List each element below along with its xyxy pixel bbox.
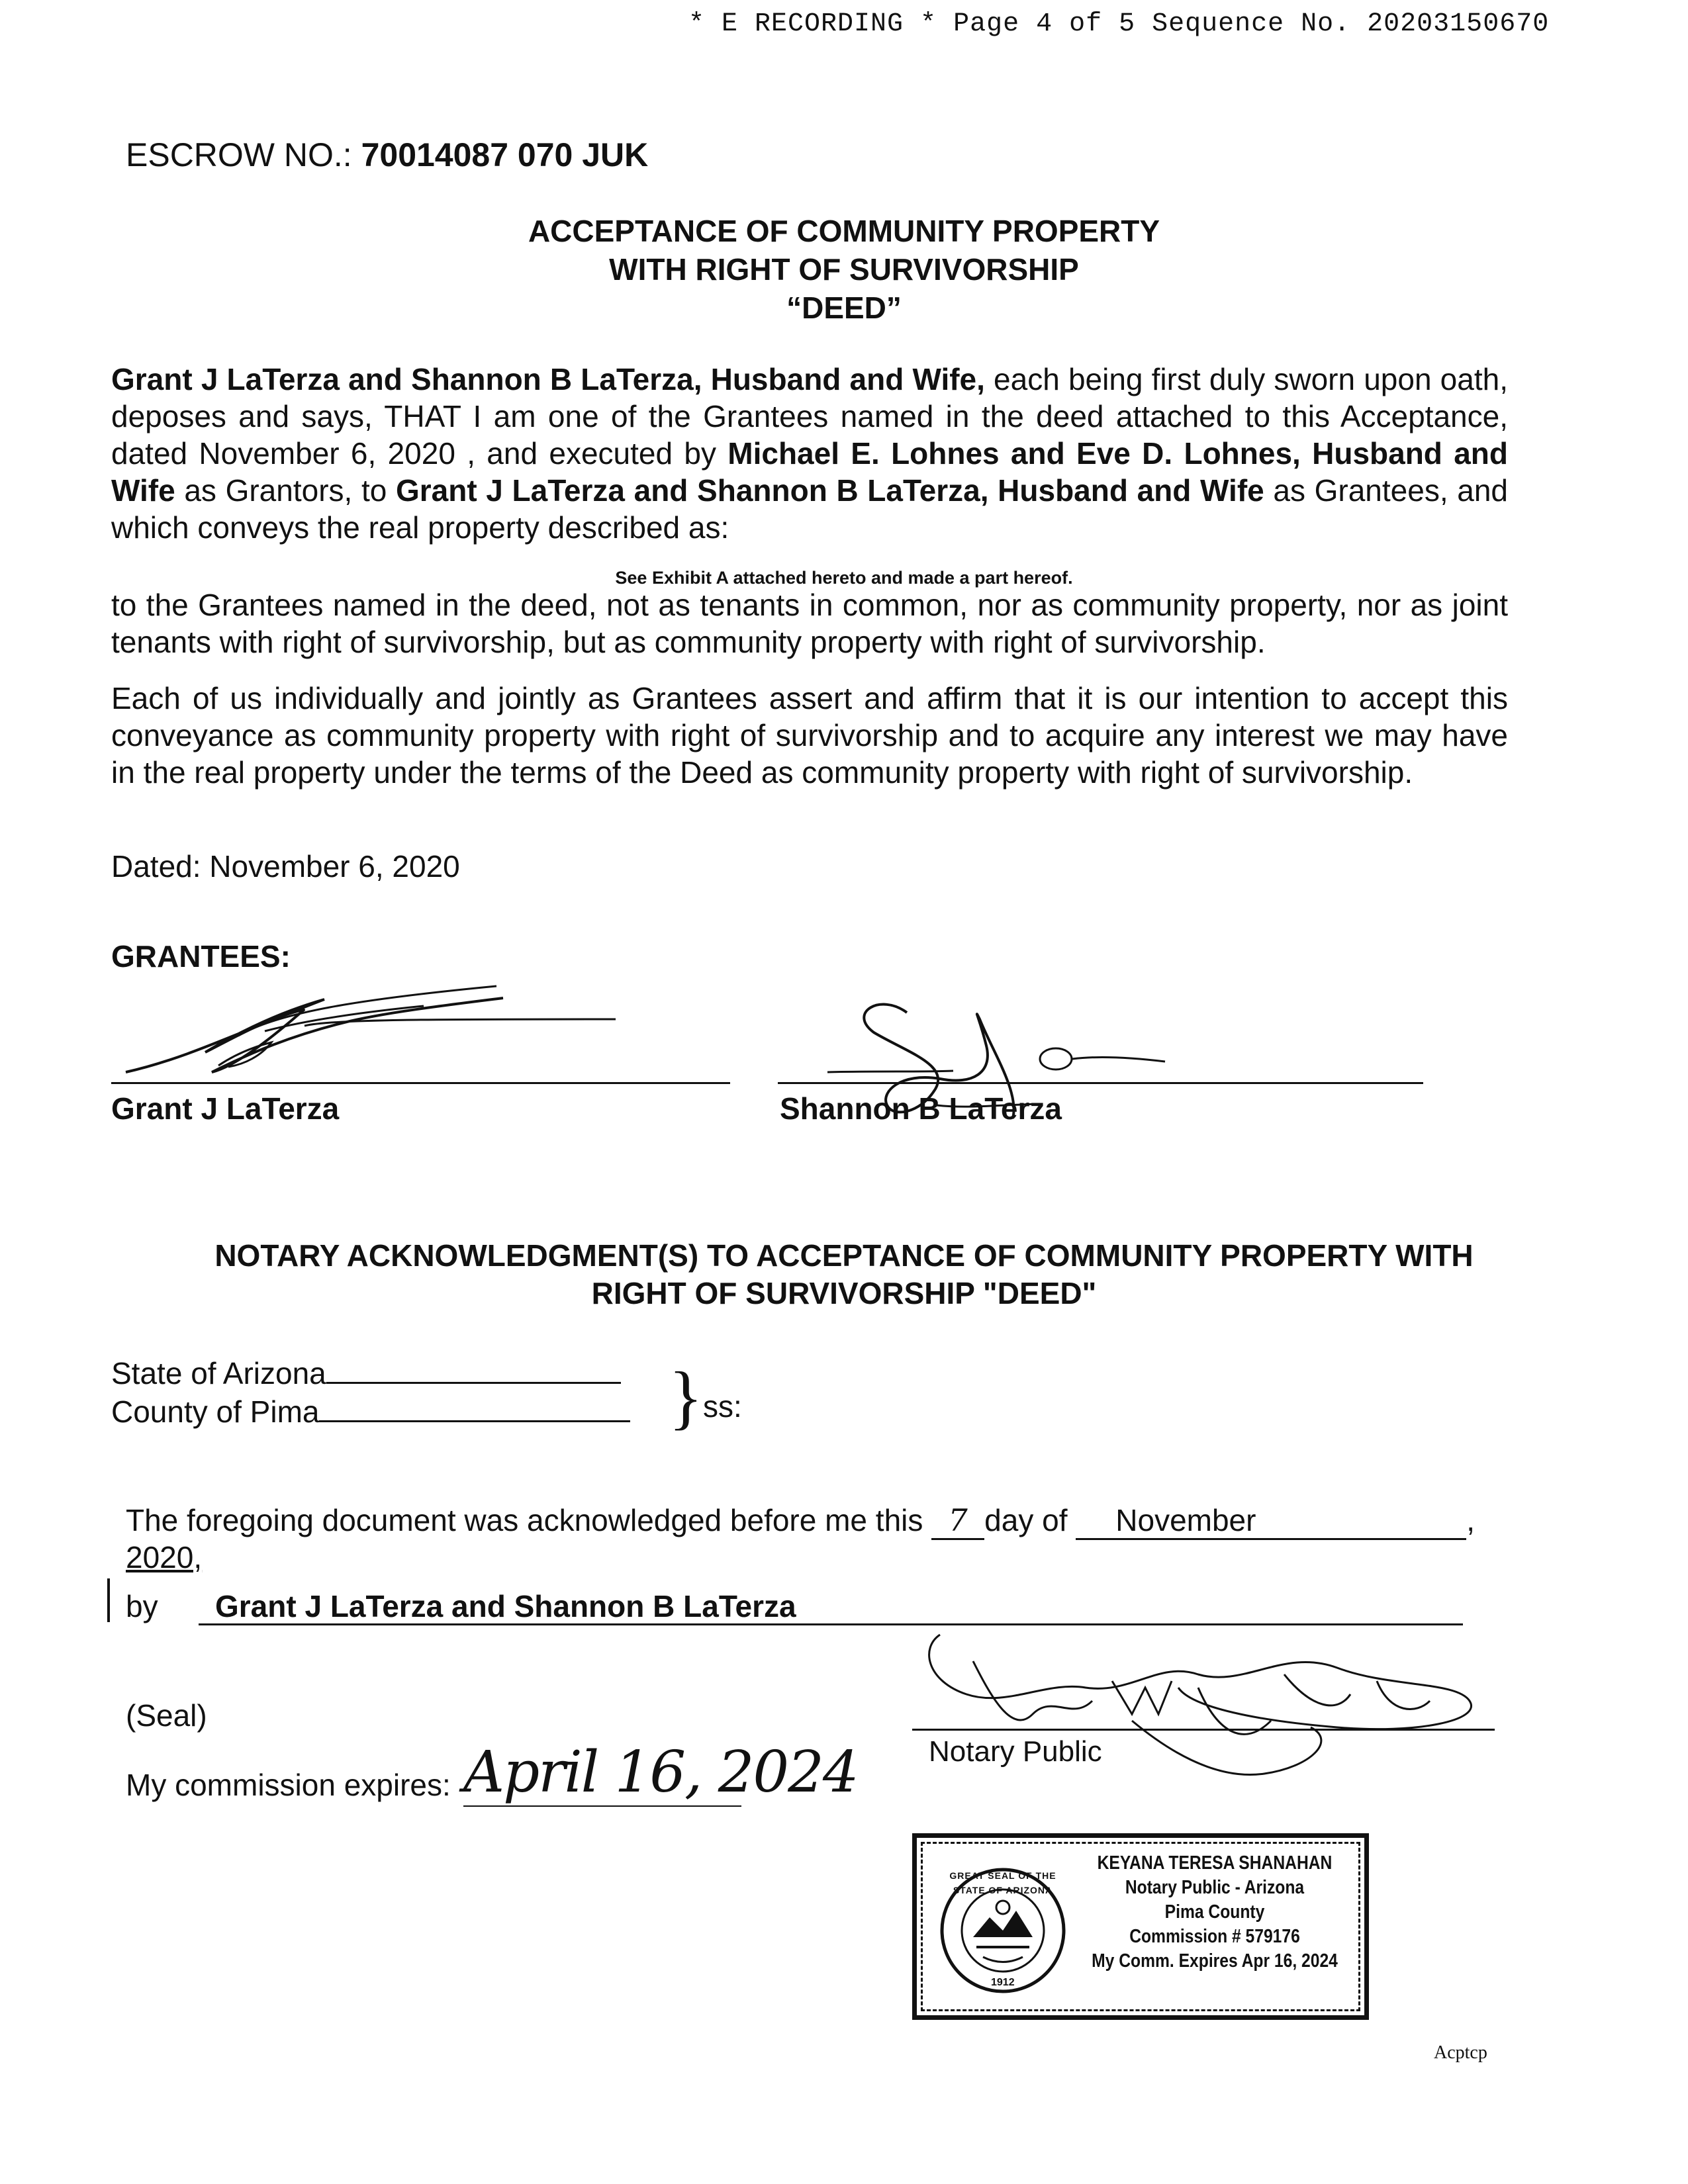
state-line bbox=[111, 1355, 621, 1391]
county-blank bbox=[319, 1420, 630, 1422]
ack-day-of: day of bbox=[984, 1503, 1068, 1537]
ack-month: November bbox=[1076, 1502, 1466, 1540]
acceptance-paragraph bbox=[111, 361, 1508, 546]
escrow-label: ESCROW NO.: bbox=[126, 136, 361, 173]
paragraph-text-a: each being first duly sworn upon oath, deposes and says, THAT I am one of the Grantees named in the deed attached to this Acceptance, dated November 6, 2020 , and executed by bbox=[111, 362, 1508, 471]
ack-text: The foregoing document was acknowledged before me this bbox=[126, 1503, 923, 1537]
document-title-line-1: ACCEPTANCE OF COMMUNITY PROPERTY bbox=[528, 214, 1160, 248]
stamp-line-2: Notary Public - Arizona bbox=[1125, 1877, 1305, 1898]
grantors-names-bold: Michael E. Lohnes and Eve D. Lohnes, Husband and Wife bbox=[111, 436, 1508, 508]
grantees-heading: GRANTEES: bbox=[111, 939, 291, 974]
grant-signature-line bbox=[111, 1082, 730, 1084]
escrow-value: 70014087 070 JUK bbox=[361, 136, 649, 173]
seal-ring-text: GREAT SEAL OF THE STATE OF ARIZONA bbox=[949, 1870, 1056, 1895]
dated-line: Dated: November 6, 2020 bbox=[111, 849, 460, 884]
brace-icon: } bbox=[669, 1358, 703, 1437]
grant-signature-icon bbox=[106, 973, 635, 1085]
shannon-signature-icon bbox=[821, 993, 1178, 1125]
commission-underline bbox=[463, 1805, 741, 1807]
notary-public-label: Notary Public bbox=[929, 1735, 1102, 1768]
ack-year: 2020, bbox=[126, 1540, 203, 1574]
shannon-signer-name: Shannon B LaTerza bbox=[780, 1091, 1062, 1126]
notary-signature-line bbox=[912, 1729, 1495, 1731]
county-line bbox=[111, 1394, 630, 1430]
paragraph-text-b: as Grantors, to bbox=[175, 473, 396, 508]
by-names: Grant J LaTerza and Shannon B LaTerza bbox=[215, 1589, 796, 1623]
intention-paragraph: Each of us individually and jointly as Grantees assert and affirm that it is our intention to accept this conveyance as community property with right of survivorship and to acquire any interest we may have in the real property under the terms of the Deed as community property with right of survivorship. bbox=[111, 681, 1508, 790]
grant-signer-name: Grant J LaTerza bbox=[111, 1091, 340, 1126]
state-blank bbox=[326, 1382, 621, 1384]
commission-date-handwritten: April 16, 2024 bbox=[463, 1739, 858, 1805]
county-text: County of Pima bbox=[111, 1394, 320, 1429]
stamp-line-3: Pima County bbox=[1164, 1901, 1265, 1923]
survivorship-paragraph: to the Grantees named in the deed, not as tenants in common, nor as community property, nor as joint tenants with right of survivorship, but as community property with right of survivorship. bbox=[111, 588, 1508, 659]
seal-year: 1912 bbox=[991, 1977, 1015, 1988]
seal-label: (Seal) bbox=[126, 1698, 207, 1733]
footer-code: Acptcp bbox=[1434, 2042, 1487, 2063]
paragraph-text-c: as Grantees, and which conveys the real property described as: bbox=[111, 473, 1508, 545]
commission-label: My commission expires: bbox=[126, 1768, 451, 1802]
ack-comma: , bbox=[1466, 1503, 1476, 1537]
grantees-names-bold: Grant J LaTerza and Shannon B LaTerza, Husband and Wife, bbox=[111, 362, 985, 396]
stamp-text-block bbox=[1069, 1851, 1360, 1974]
document-title-line-2: WITH RIGHT OF SURVIVORSHIP bbox=[609, 252, 1079, 287]
stamp-notary-name: KEYANA TERESA SHANAHAN bbox=[1097, 1852, 1333, 1874]
exhibit-note: See Exhibit A attached hereto and made a part hereof. bbox=[615, 568, 1073, 588]
document-title-line-3: “DEED” bbox=[786, 291, 902, 325]
recording-header: * E RECORDING * Page 4 of 5 Sequence No. 20203150670 bbox=[688, 9, 1550, 39]
escrow-number bbox=[126, 136, 648, 174]
stamp-expiry: My Comm. Expires Apr 16, 2024 bbox=[1092, 1950, 1338, 1972]
stamp-commission-number: Commission # 579176 bbox=[1129, 1926, 1300, 1947]
notary-heading-line-1: NOTARY ACKNOWLEDGMENT(S) TO ACCEPTANCE OF COMMUNITY PROPERTY WITH bbox=[214, 1238, 1474, 1273]
notary-stamp bbox=[912, 1833, 1369, 2020]
margin-mark bbox=[107, 1578, 110, 1622]
notary-heading-line-2: RIGHT OF SURVIVORSHIP "DEED" bbox=[591, 1276, 1097, 1310]
ss-label: ss: bbox=[703, 1389, 742, 1424]
by-label: by bbox=[126, 1589, 158, 1623]
state-text: State of Arizona bbox=[111, 1356, 326, 1390]
grantees-names-bold-2: Grant J LaTerza and Shannon B LaTerza, Husband and Wife bbox=[395, 473, 1264, 508]
ack-day: 7 bbox=[931, 1502, 984, 1540]
acknowledgment-line bbox=[126, 1502, 1475, 1540]
